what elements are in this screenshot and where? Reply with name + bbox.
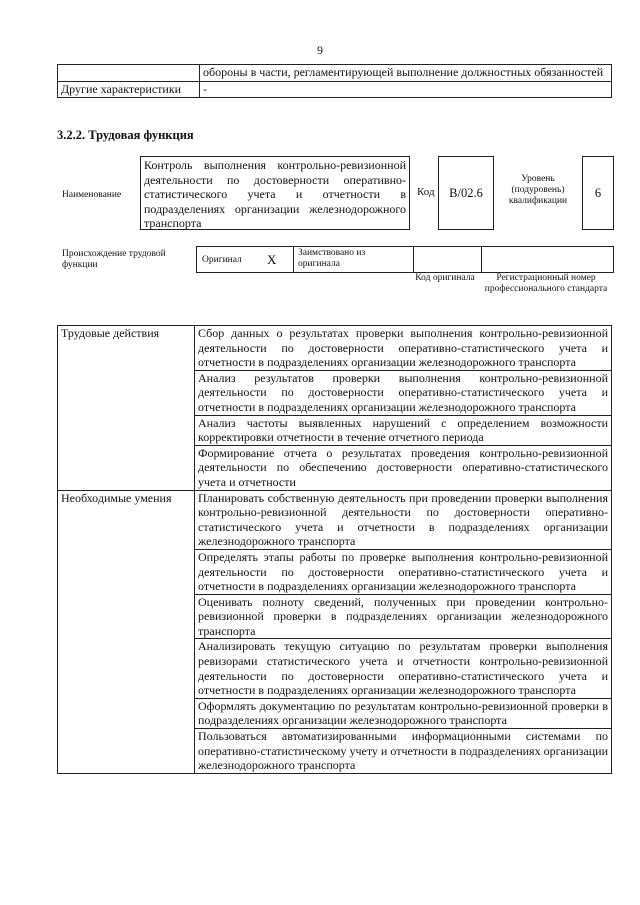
skills-label: Необходимые умения [58, 490, 195, 773]
list-item: Анализ результатов проверки выполнения контрольно-ревизионной деятельности по достоверности оперативно-статистического учета и отчетности в подразделениях организации железнодорожного транспорта [195, 370, 612, 415]
table-row [58, 326, 612, 371]
divider [293, 247, 294, 272]
list-item: Анализ частоты выявленных нарушений с определением возможности корректировки отчетности в течение отчетного периода [195, 415, 612, 445]
table-row [58, 65, 612, 82]
continuation-text: обороны в части, регламентирующей выполнение должностных обязанностей [200, 65, 612, 82]
other-characteristics-label: Другие характеристики [58, 81, 200, 98]
level-label: Уровень (подуровень) квалификации [508, 174, 568, 206]
name-label: Наименование [62, 190, 122, 200]
list-item: Оформлять документацию по результатам контрольно-ревизионной проверки в подразделениях организации железнодорожного транспорта [195, 698, 612, 728]
divider [481, 247, 482, 272]
actions-label: Трудовые действия [58, 326, 195, 491]
borrowed-label: Заимствовано из оригинала [298, 248, 366, 269]
page-number: 9 [317, 43, 323, 57]
table-row [58, 81, 612, 98]
list-item: Планировать собственную деятельность при проведении проверки выполнения контрольно-ревизионной деятельности по достоверности оперативно-статистического учета и отчетности в подразделениях организации железнодорожного транспорта [195, 490, 612, 549]
empty-cell [58, 65, 200, 82]
code-original-caption: Код оригинала [415, 273, 475, 283]
divider [413, 247, 414, 272]
list-item: Определять этапы работы по проверке выполнения контрольно-ревизионной деятельности по достоверности оперативно-статистического учета и отчетности в подразделениях организации железнодорожного транспорта [195, 549, 612, 594]
code-value: B/02.6 [438, 156, 494, 230]
top-table [57, 64, 612, 98]
table-row [58, 490, 612, 549]
other-characteristics-value: - [200, 81, 612, 98]
list-item: Сбор данных о результатах проверки выполнения контрольно-ревизионной деятельности по достоверности оперативно-статистического учета и отчетности в подразделениях организации железнодорожного транспорта [195, 326, 612, 371]
list-item: Пользоваться автоматизированными информационными системами по оперативно-статистическому учету и отчетности в подразделениях организации железнодорожного транспорта [195, 729, 612, 774]
function-name: Контроль выполнения контрольно-ревизионной деятельности по достоверности оперативно-статистического учета и отчетности в подразделениях организации железнодорожного транспорта [140, 156, 410, 230]
list-item: Анализировать текущую ситуацию по результатам проверки выполнения ревизорами статистического учета и отчетности контрольно-ревизионной деятельности по достоверности оперативно-статистического учета и отчетности в подразделениях организации железнодорожного транспорта [195, 639, 612, 698]
original-label: Оригинал [202, 255, 242, 265]
origin-box [196, 246, 614, 273]
section-title: 3.2.2. Трудовая функция [57, 128, 194, 142]
level-value: 6 [582, 156, 614, 230]
list-item: Оценивать полноту сведений, полученных при проведении контрольно-ревизионной проверки в подразделениях организации железнодорожного транспорта [195, 594, 612, 639]
code-label: Код [417, 186, 435, 198]
original-mark: X [267, 252, 277, 267]
reg-number-caption: Регистрационный номер профессионального стандарта [484, 273, 608, 294]
origin-label: Происхождение трудовой функции [62, 249, 166, 270]
main-table [57, 325, 612, 774]
list-item: Формирование отчета о результатах проведения контрольно-ревизионной деятельности по обеспечению достоверности оперативно-статистического учета и отчетности [195, 445, 612, 490]
